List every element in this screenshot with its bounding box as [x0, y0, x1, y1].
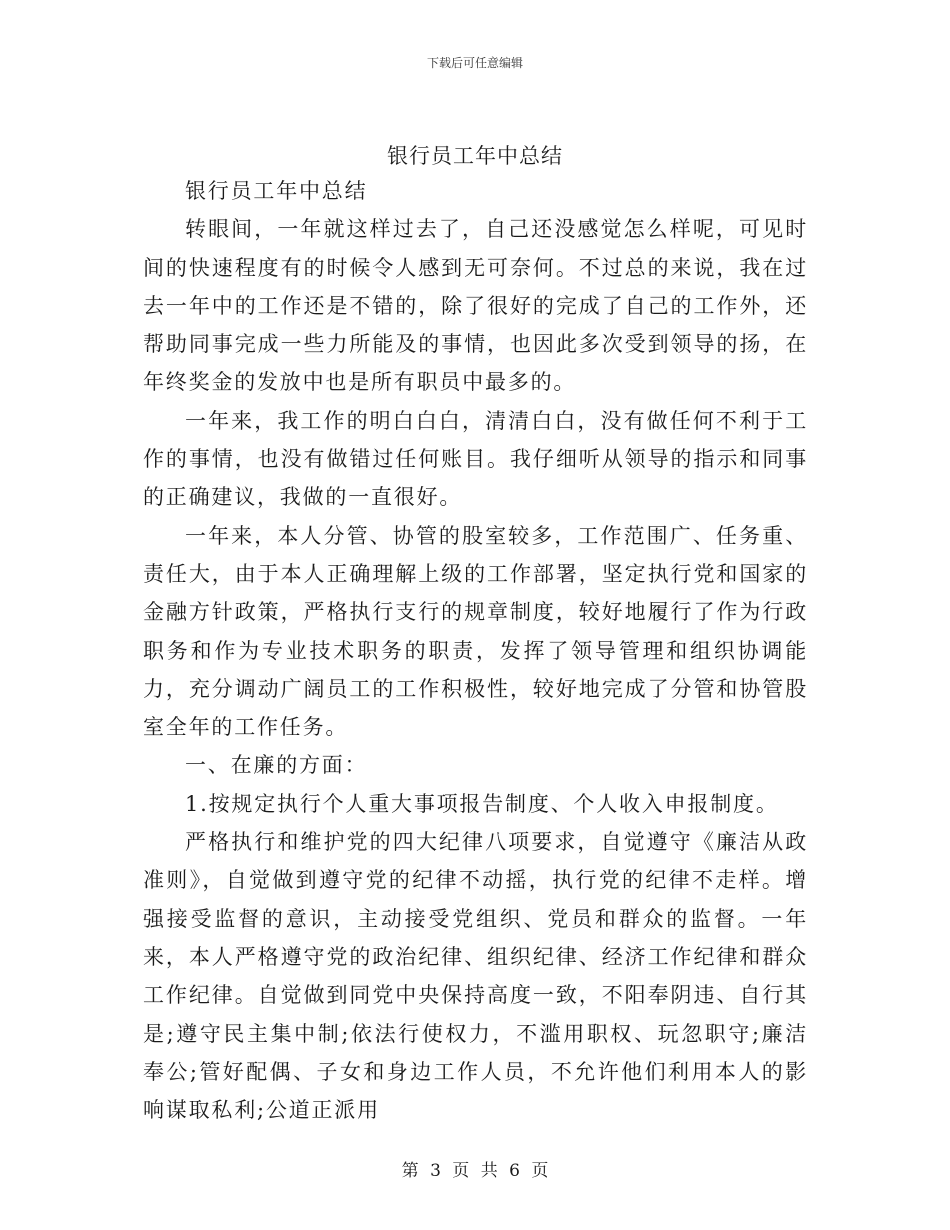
paragraph: 转眼间，一年就这样过去了，自己还没感觉怎么样呢，可见时间的快速程度有的时候令人感到无可奈何。不过总的来说，我在过去一年中的工作还是不错的，除了很好的完成了自己的工作外，还帮助同事完成一些力所能及的事情，也因此多次受到领导的扬，在年终奖金的发放中也是所有职员中最多的。 — [143, 217, 808, 395]
document-body — [143, 172, 808, 1129]
document-title: 银行员工年中总结 — [387, 144, 563, 168]
section-heading: 一、在廉的方面： — [185, 753, 368, 778]
paragraph-subtitle: 银行员工年中总结 — [185, 179, 368, 203]
page-header-note: 下载后可任意编辑 — [426, 56, 523, 70]
paragraph: 一年来，我工作的明白白白，清清白白，没有做任何不利于工作的事情，也没有做错过任何账目。我仔细听从领导的指示和同事的正确建议，我做的一直很好。 — [143, 408, 808, 510]
numbered-item: 1.按规定执行个人重大事项报告制度、个人收入申报制度。 — [185, 791, 779, 816]
page-number: 第 3 页 共 6 页 — [401, 1161, 549, 1181]
paragraph: 一年来，本人分管、协管的股室较多，工作范围广、任务重、责任大，由于本人正确理解上级的工作部署，坚定执行党和国家的金融方针政策，严格执行支行的规章制度，较好地履行了作为行政职务和作为专业技术职务的职责，发挥了领导管理和组织协调能力，充分调动广阔员工的工作积极性，较好地完成了分管和协管股室全年的工作任务。 — [143, 523, 808, 740]
paragraph: 严格执行和维护党的四大纪律八项要求，自觉遵守《廉洁从政准则》，自觉做到遵守党的纪律不动摇，执行党的纪律不走样。增强接受监督的意识，主动接受党组织、党员和群众的监督。一年来，本人严格遵守党的政治纪律、组织纪律、经济工作纪律和群众工作纪律。自觉做到同党中央保持高度一致，不阳奉阴违、自行其是;遵守民主集中制;依法行使权力，不滥用职权、玩忽职守;廉洁奉公;管好配偶、子女和身边工作人员，不允许他们利用本人的影响谋取私利;公道正派用 — [143, 830, 808, 1123]
